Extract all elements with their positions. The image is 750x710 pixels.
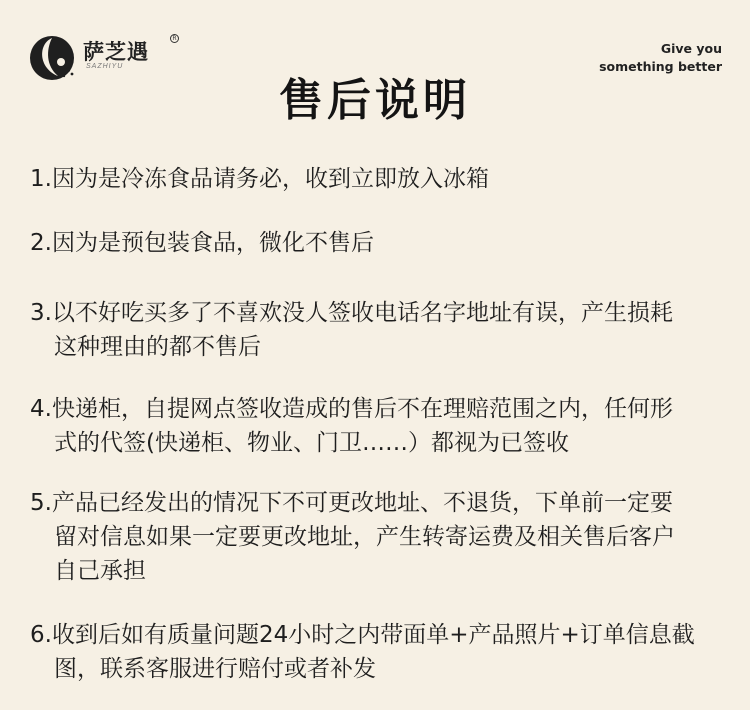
list-item-5 [30, 486, 675, 588]
slogan-line-2: something better [599, 59, 722, 74]
item-4-line-1: 4.快递柜，自提网点签收造成的售后不在理赔范围之内，任何形 [30, 396, 673, 422]
slogan-line-1: Give you [660, 41, 722, 56]
item-5-line-1: 5.产品已经发出的情况下不可更改地址、不退货，下单前一定要 [30, 490, 673, 516]
item-3-line-1: 3.以不好吃买多了不喜欢没人签收电话名字地址有误，产生损耗 [30, 300, 673, 326]
page-title: 售后说明 [279, 75, 471, 126]
item-1-line-1: 1.因为是冷冻食品请务必，收到立即放入冰箱 [30, 166, 489, 192]
item-5-line-2: 留对信息如果一定要更改地址，产生转寄运费及相关售后客户 [54, 524, 675, 550]
item-6-line-1: 6.收到后如有质量问题24小时之内带面单+产品照片+订单信息截 [30, 622, 695, 648]
list-item-4 [30, 392, 673, 460]
registered-mark: R [170, 34, 179, 43]
item-5-line-3: 自己承担 [54, 558, 146, 584]
list-item-1 [30, 162, 489, 196]
item-2-line-1: 2.因为是预包装食品，微化不售后 [30, 230, 374, 256]
brand-subtitle: SAZHIYU [86, 63, 124, 70]
list-item-2 [30, 226, 374, 260]
brand-name: 萨芝遇 [83, 40, 149, 64]
item-6-line-2: 图，联系客服进行赔付或者补发 [54, 656, 376, 682]
list-item-3 [30, 296, 673, 364]
item-4-line-2: 式的代签(快递柜、物业、门卫……）都视为已签收 [54, 430, 569, 456]
item-3-line-2: 这种理由的都不售后 [54, 334, 261, 360]
list-item-6 [30, 618, 695, 686]
